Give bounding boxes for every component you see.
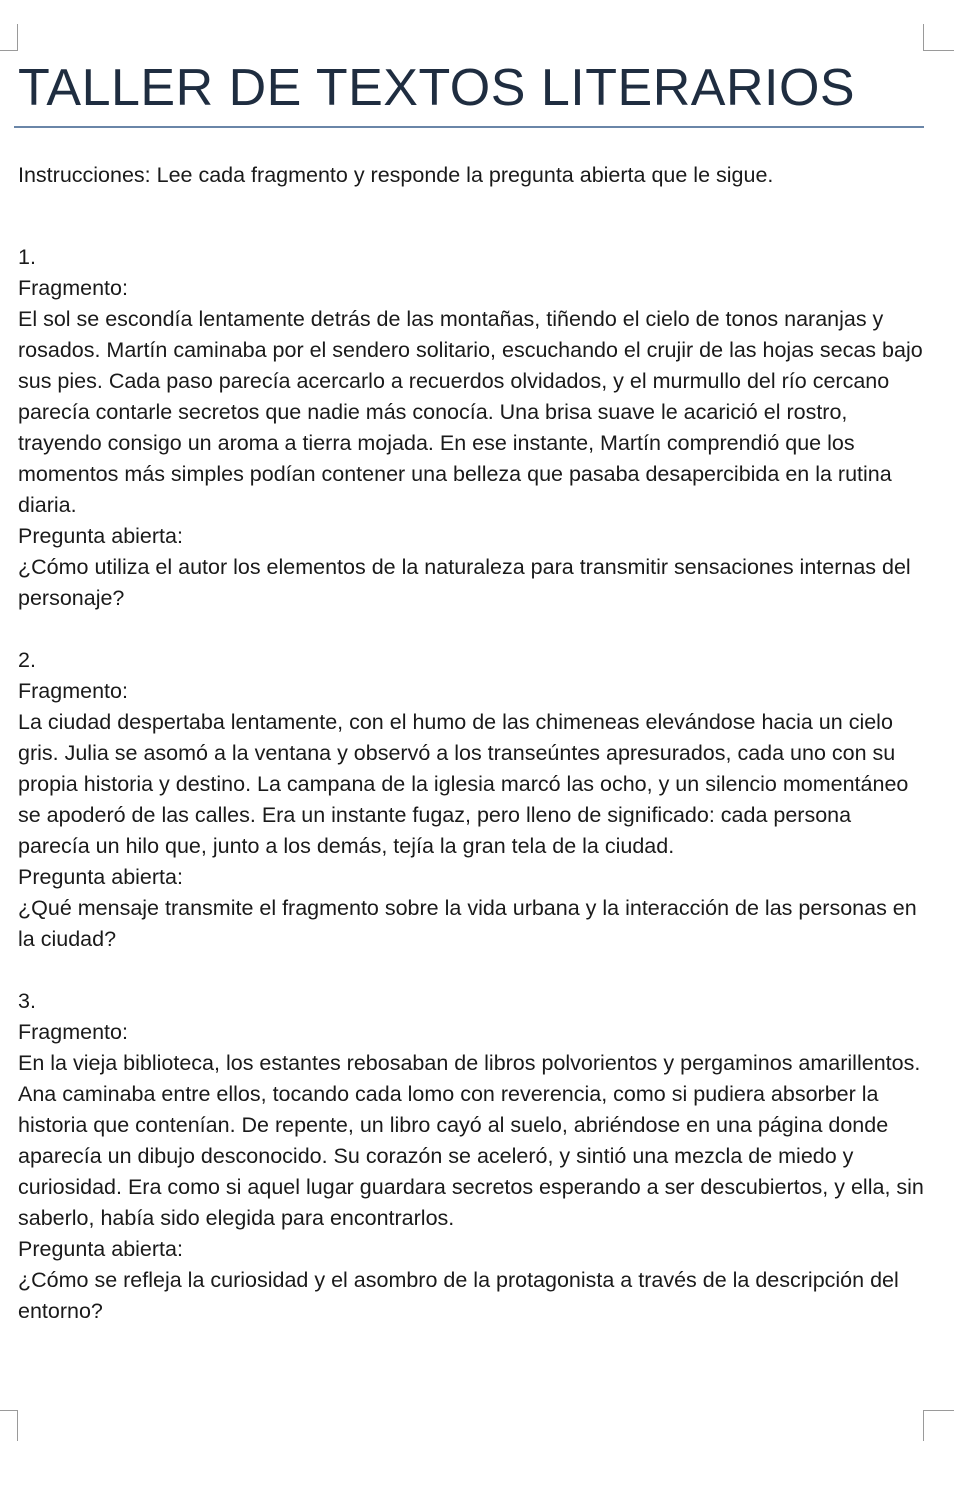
crop-mark-bottom-left [0, 1410, 18, 1441]
fragment-text: El sol se escondía lentamente detrás de las montañas, tiñendo el cielo de tonos naranjas y rosados. Martín caminaba por el sendero solitario, escuchando el crujir de las hojas secas bajo sus pies. Cada paso parecía acercarlo a recuerdos olvidados, y el murmullo del río cercano parecía contarle secretos que nadie más conocía. Una brisa suave le acarició el rostro, trayendo consigo un aroma a tierra mojada. En ese instante, Martín comprendió que los momentos más simples podían contener una belleza que pasaba desapercibida en la rutina diaria. [18, 307, 923, 517]
exercise-2 [18, 645, 928, 955]
exercise-number: 2. [18, 648, 36, 672]
crop-mark-top-right [923, 24, 954, 51]
exercise-3 [18, 986, 928, 1327]
question-text: ¿Qué mensaje transmite el fragmento sobre la vida urbana y la interacción de las personas en la ciudad? [18, 896, 917, 951]
fragment-label: Fragmento: [18, 276, 128, 300]
crop-mark-top-left [0, 24, 18, 51]
instructions: Instrucciones: Lee cada fragmento y responde la pregunta abierta que le sigue. [18, 163, 774, 187]
exercise-number: 1. [18, 245, 36, 269]
question-text: ¿Cómo se refleja la curiosidad y el asombro de la protagonista a través de la descripción del entorno? [18, 1268, 899, 1323]
fragment-label: Fragmento: [18, 1020, 128, 1044]
title-divider [14, 126, 924, 128]
fragment-text: La ciudad despertaba lentamente, con el humo de las chimeneas elevándose hacia un cielo gris. Julia se asomó a la ventana y observó a los transeúntes apresurados, cada uno con su propia historia y destino. La campana de la iglesia marcó las ocho, y un silencio momentáneo se apoderó de las calles. Era un instante fugaz, pero lleno de significado: cada persona parecía un hilo que, junto a los demás, tejía la gran tela de la ciudad. [18, 710, 909, 858]
question-label: Pregunta abierta: [18, 524, 183, 548]
exercise-1 [18, 242, 928, 614]
fragment-text: En la vieja biblioteca, los estantes rebosaban de libros polvorientos y pergaminos amarillentos. Ana caminaba entre ellos, tocando cada lomo con reverencia, como si pudiera absorber la historia que contenían. De repente, un libro cayó al suelo, abriéndose en una página donde aparecía un dibujo desconocido. Su corazón se aceleró, y sintió una mezcla de miedo y curiosidad. Era como si aquel lugar guardara secretos esperando a ser descubiertos, y ella, sin saberlo, había sido elegida para encontrarlos. [18, 1051, 924, 1230]
page-title: TALLER DE TEXTOS LITERARIOS [18, 59, 856, 117]
crop-mark-bottom-right [923, 1410, 954, 1441]
fragment-label: Fragmento: [18, 679, 128, 703]
question-label: Pregunta abierta: [18, 865, 183, 889]
document-body [18, 160, 928, 1358]
exercise-number: 3. [18, 989, 36, 1013]
question-text: ¿Cómo utiliza el autor los elementos de la naturaleza para transmitir sensaciones internas del personaje? [18, 555, 911, 610]
question-label: Pregunta abierta: [18, 1237, 183, 1261]
